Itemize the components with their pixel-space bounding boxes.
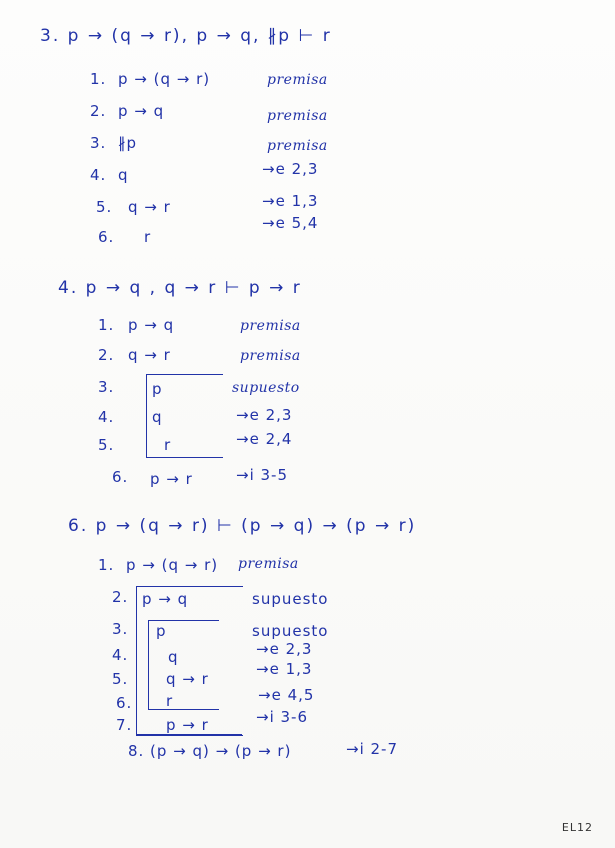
step-justification: →e 1,3: [262, 192, 319, 210]
step-justification: supuesto: [252, 590, 329, 608]
step-formula: r: [164, 436, 172, 454]
step-number: 5.: [96, 198, 113, 216]
step-number: 4.: [112, 646, 129, 664]
step-number: 1.: [98, 556, 115, 574]
step-number: 4.: [98, 408, 115, 426]
step-justification: premisa: [240, 348, 301, 364]
step-number: 6.: [116, 694, 133, 712]
problem-title: 3. p → (q → r), p → q, ∦p ⊢ r: [40, 26, 332, 46]
step-justification: premisa: [267, 108, 328, 124]
step-formula: q → r: [128, 198, 171, 216]
outer-assumption-box-top: [136, 586, 200, 587]
step-formula: q: [118, 166, 129, 184]
step-formula: q → r: [166, 670, 209, 688]
step-number: 4.: [90, 166, 107, 184]
problem-title: 4. p → q , q → r ⊢ p → r: [58, 278, 302, 298]
step-number: 5.: [98, 436, 115, 454]
inner-assumption-box-top: [148, 620, 218, 621]
step-formula: q → r: [128, 346, 171, 364]
step-number: 8.: [128, 742, 145, 760]
assumption-box-top: [146, 374, 222, 375]
step-formula: p → r: [150, 470, 193, 488]
step-justification: →e 1,3: [256, 660, 313, 678]
step-formula: (p → q) → (p → r): [150, 742, 292, 760]
step-justification: →e 2,3: [236, 406, 293, 424]
page-code: EL12: [561, 821, 593, 834]
step-justification: →e 2,3: [256, 640, 313, 658]
step-formula: p → q: [118, 102, 165, 120]
step-formula: p → q: [128, 316, 175, 334]
step-justification: →e 2,3: [262, 160, 319, 178]
step-number: 3.: [112, 620, 129, 638]
step-justification: →i 3-6: [256, 708, 309, 726]
step-formula: ∦p: [118, 134, 138, 152]
step-number: 3.: [90, 134, 107, 152]
step-justification: premisa: [267, 72, 328, 88]
step-number: 2.: [98, 346, 115, 364]
step-number: 5.: [112, 670, 129, 688]
step-justification: →i 3-5: [236, 466, 289, 484]
step-number: 2.: [90, 102, 107, 120]
step-justification: supuesto: [232, 380, 300, 396]
step-number: 2.: [112, 588, 129, 606]
step-justification: premisa: [240, 318, 301, 334]
step-number: 7.: [116, 716, 133, 734]
step-justification: premisa: [267, 138, 328, 154]
step-justification: supuesto: [252, 622, 329, 640]
step-formula: p → (q → r): [126, 556, 219, 574]
step-number: 1.: [98, 316, 115, 334]
step-formula: p: [156, 622, 167, 640]
step-justification: →e 4,5: [258, 686, 315, 704]
step-formula: r: [166, 692, 174, 710]
step-justification: →e 5,4: [262, 214, 319, 232]
step-justification: premisa: [238, 556, 299, 572]
step-justification: →i 2-7: [346, 740, 399, 758]
step-number: 6.: [112, 468, 129, 486]
step-formula: r: [144, 228, 152, 246]
step-justification: →e 2,4: [236, 430, 293, 448]
step-number: 3.: [98, 378, 115, 396]
outer-assumption-box-bottom: [136, 734, 242, 735]
problem-title: 6. p → (q → r) ⊢ (p → q) → (p → r): [68, 516, 417, 536]
step-formula: p → q: [142, 590, 189, 608]
step-number: 1.: [90, 70, 107, 88]
step-formula: p → (q → r): [118, 70, 211, 88]
step-formula: p: [152, 380, 163, 398]
step-number: 6.: [98, 228, 115, 246]
step-formula: p → r: [166, 716, 209, 734]
step-formula: q: [152, 408, 163, 426]
step-formula: q: [168, 648, 179, 666]
